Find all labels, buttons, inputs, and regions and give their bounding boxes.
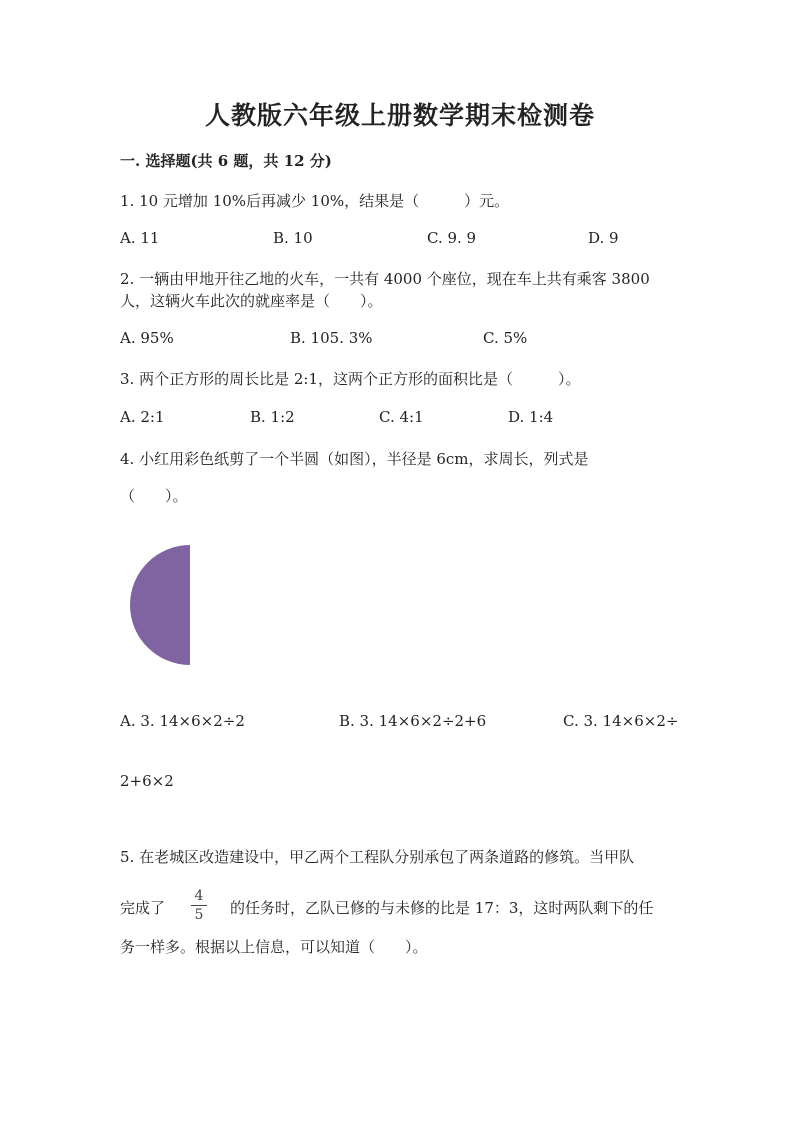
q1-option-d: D. 9 bbox=[588, 229, 619, 247]
fraction-denominator: 5 bbox=[194, 907, 204, 923]
q1-option-a: A. 11 bbox=[120, 229, 160, 247]
fraction-bar bbox=[191, 905, 207, 906]
question-3-text: 3. 两个正方形的周长比是 2:1，这两个正方形的面积比是（ ）。 bbox=[120, 370, 581, 388]
q1-option-b: B. 10 bbox=[273, 229, 313, 247]
fraction-numerator: 4 bbox=[194, 888, 204, 904]
q2-option-c: C. 5% bbox=[483, 329, 528, 347]
q4-option-a: A. 3. 14×6×2÷2 bbox=[120, 712, 245, 730]
semicircle-shape bbox=[130, 545, 190, 665]
page-title: 人教版六年级上册数学期末检测卷 bbox=[204, 101, 595, 130]
q4-option-b: B. 3. 14×6×2÷2+6 bbox=[339, 712, 487, 730]
q2-option-a: A. 95% bbox=[120, 329, 174, 347]
q1-option-c: C. 9. 9 bbox=[427, 229, 477, 247]
question-4-line-2: （ ）。 bbox=[120, 487, 188, 505]
question-1-text: 1. 10 元增加 10%后再减少 10%，结果是（ ）元。 bbox=[120, 192, 510, 210]
section-heading: 一. 选择题(共 6 题，共 12 分) bbox=[120, 152, 332, 170]
q4-option-c: C. 3. 14×6×2÷ bbox=[563, 712, 679, 730]
question-2-line-1: 2. 一辆由甲地开往乙地的火车，一共有 4000 个座位，现在车上共有乘客 3800 bbox=[120, 270, 650, 288]
q3-option-c: C. 4:1 bbox=[379, 408, 424, 426]
q3-option-b: B. 1:2 bbox=[250, 408, 295, 426]
question-5-line-1: 5. 在老城区改造建设中，甲乙两个工程队分别承包了两条道路的修筑。当甲队 bbox=[120, 848, 635, 866]
question-2-line-2: 人，这辆火车此次的就座率是（ ）。 bbox=[120, 292, 383, 310]
q3-option-d: D. 1:4 bbox=[508, 408, 554, 426]
question-5-line-2: 的任务时，乙队已修的与未修的比是 17：3，这时两队剩下的任 bbox=[230, 899, 654, 917]
fraction-four-fifths bbox=[188, 888, 210, 923]
q2-option-b: B. 105. 3% bbox=[290, 329, 373, 347]
q3-option-a: A. 2:1 bbox=[120, 408, 165, 426]
question-4-line-1: 4. 小红用彩色纸剪了一个半圆（如图），半径是 6cm，求周长，列式是 bbox=[120, 450, 589, 468]
question-5-line-3: 务一样多。根据以上信息，可以知道（ ）。 bbox=[120, 938, 428, 956]
q4-option-c-continued: 2+6×2 bbox=[120, 772, 174, 790]
question-5-line-2-prefix: 完成了 bbox=[120, 899, 166, 917]
